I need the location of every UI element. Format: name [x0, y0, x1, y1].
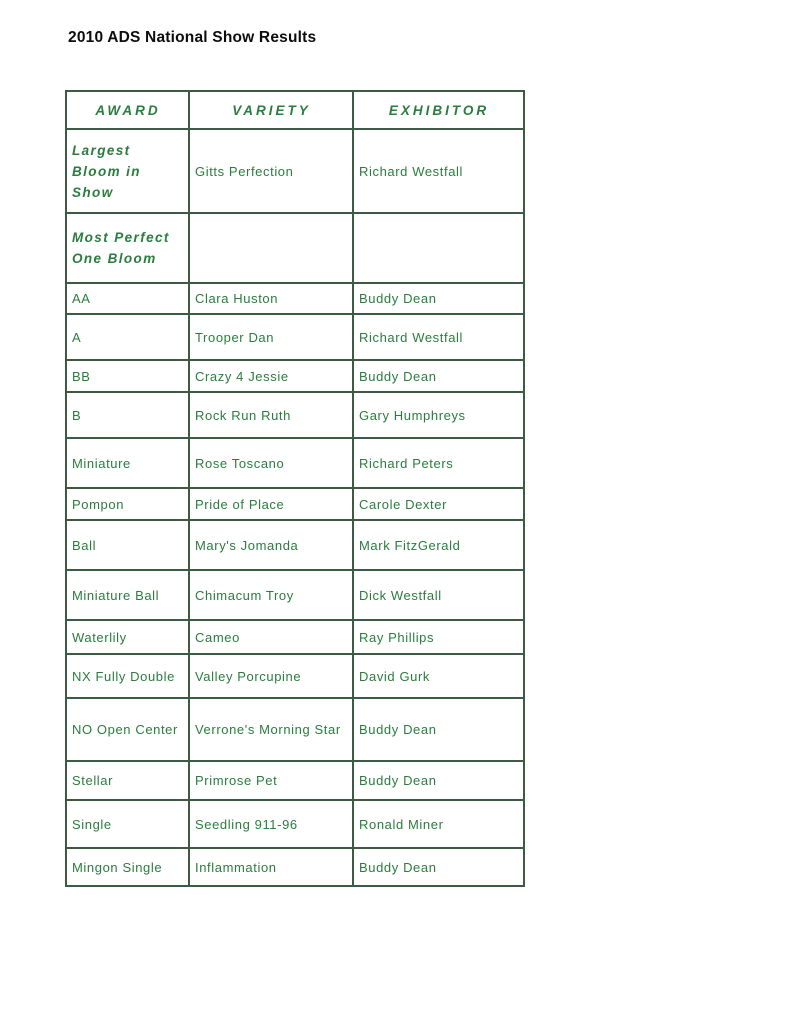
- table-row: [66, 520, 524, 570]
- exhibitor-cell: Buddy Dean: [353, 698, 524, 761]
- exhibitor-cell: Richard Westfall: [353, 129, 524, 213]
- variety-cell: Mary's Jomanda: [189, 520, 353, 570]
- exhibitor-cell: Ray Phillips: [353, 620, 524, 654]
- exhibitor-cell: Richard Peters: [353, 438, 524, 488]
- award-cell: BB: [66, 360, 189, 392]
- exhibitor-cell: Buddy Dean: [353, 283, 524, 314]
- exhibitor-cell: Dick Westfall: [353, 570, 524, 620]
- award-cell: Miniature: [66, 438, 189, 488]
- table-row: [66, 129, 524, 213]
- award-cell: A: [66, 314, 189, 360]
- exhibitor-cell: Carole Dexter: [353, 488, 524, 520]
- variety-cell: Cameo: [189, 620, 353, 654]
- award-cell: Most Perfect One Bloom: [66, 213, 189, 283]
- award-cell: NO Open Center: [66, 698, 189, 761]
- variety-cell: Valley Porcupine: [189, 654, 353, 698]
- table-row: [66, 570, 524, 620]
- award-cell: Mingon Single: [66, 848, 189, 886]
- table-row: [66, 360, 524, 392]
- page-title: 2010 ADS National Show Results: [68, 29, 317, 46]
- table-row: [66, 761, 524, 800]
- exhibitor-cell: David Gurk: [353, 654, 524, 698]
- variety-cell: Gitts Perfection: [189, 129, 353, 213]
- award-cell: Largest Bloom in Show: [66, 129, 189, 213]
- award-cell: Single: [66, 800, 189, 848]
- table-row: [66, 438, 524, 488]
- award-cell: Pompon: [66, 488, 189, 520]
- table-row: [66, 800, 524, 848]
- exhibitor-cell: Gary Humphreys: [353, 392, 524, 438]
- table-row: [66, 488, 524, 520]
- variety-column-header: VARIETY: [189, 91, 353, 129]
- exhibitor-cell: Ronald Miner: [353, 800, 524, 848]
- exhibitor-cell: Buddy Dean: [353, 761, 524, 800]
- exhibitor-cell: Mark FitzGerald: [353, 520, 524, 570]
- table-row: [66, 213, 524, 283]
- exhibitor-column-header: EXHIBITOR: [353, 91, 524, 129]
- exhibitor-cell: Buddy Dean: [353, 848, 524, 886]
- exhibitor-cell: Richard Westfall: [353, 314, 524, 360]
- table-row: [66, 314, 524, 360]
- variety-cell: Seedling 911-96: [189, 800, 353, 848]
- table-row: [66, 698, 524, 761]
- award-cell: Stellar: [66, 761, 189, 800]
- award-cell: Ball: [66, 520, 189, 570]
- variety-cell: [189, 213, 353, 283]
- variety-cell: Rock Run Ruth: [189, 392, 353, 438]
- header-row: [66, 91, 524, 129]
- variety-cell: Crazy 4 Jessie: [189, 360, 353, 392]
- table-row: [66, 283, 524, 314]
- variety-cell: Trooper Dan: [189, 314, 353, 360]
- award-cell: NX Fully Double: [66, 654, 189, 698]
- award-cell: Waterlily: [66, 620, 189, 654]
- table-row: [66, 654, 524, 698]
- variety-cell: Pride of Place: [189, 488, 353, 520]
- variety-cell: Chimacum Troy: [189, 570, 353, 620]
- award-cell: B: [66, 392, 189, 438]
- award-cell: AA: [66, 283, 189, 314]
- table-row: [66, 848, 524, 886]
- award-cell: Miniature Ball: [66, 570, 189, 620]
- variety-cell: Rose Toscano: [189, 438, 353, 488]
- variety-cell: Clara Huston: [189, 283, 353, 314]
- exhibitor-cell: Buddy Dean: [353, 360, 524, 392]
- exhibitor-cell: [353, 213, 524, 283]
- variety-cell: Inflammation: [189, 848, 353, 886]
- table-row: [66, 620, 524, 654]
- results-table: [65, 90, 525, 887]
- award-column-header: AWARD: [66, 91, 189, 129]
- variety-cell: Verrone's Morning Star: [189, 698, 353, 761]
- table-row: [66, 392, 524, 438]
- variety-cell: Primrose Pet: [189, 761, 353, 800]
